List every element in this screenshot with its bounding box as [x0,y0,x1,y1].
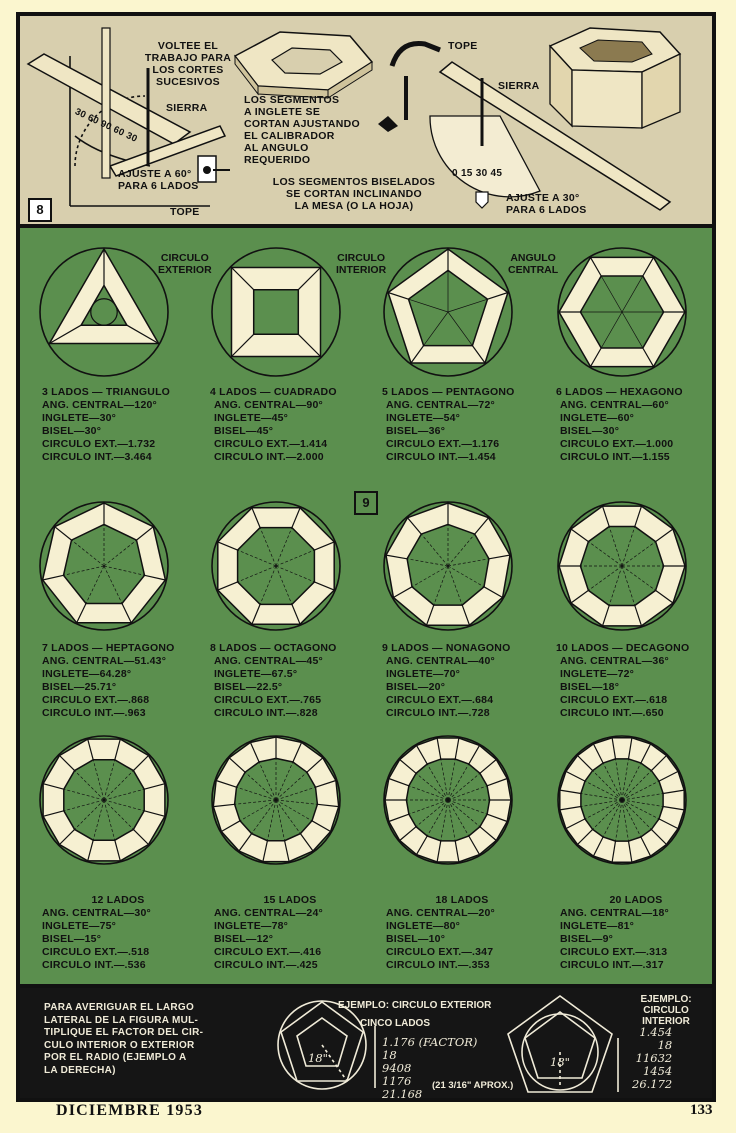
spec-line: CIRCULO INT.—3.464 [42,451,152,463]
spec-line: ANG. CENTRAL—36° [560,655,669,667]
spec-line: INGLETE—67.5° [214,668,298,680]
five-sides-label: CINCO LADOS [360,1018,430,1029]
polygon-title: 3 LADOS — TRIANGULO [42,386,171,398]
figure-9-panel [20,228,712,984]
polygon-diagram-20 [558,736,686,864]
polygon-specs [386,907,495,972]
saw-label-right: SIERRA [498,80,540,92]
polygon-specs [560,655,669,720]
outer-result: (21 3/16" APROX.) [432,1080,514,1091]
outer-radius: 18" [308,1051,328,1065]
flip-work-label: VOLTEE EL TRABAJO PARA LOS CORTES SUCESIVOS [144,40,232,88]
example-panel [20,988,712,1101]
bevel-segments-text: LOS SEGMENTOS BISELADOS SE CORTAN INCLINANDO LA MESA (O LA HOJA) [272,176,436,212]
spec-line: BISEL—36° [386,425,446,437]
spec-line: ANG. CENTRAL—40° [386,655,495,667]
polygon-title: 8 LADOS — OCTAGONO [210,642,337,654]
spec-line: CIRCULO INT.—.650 [560,707,664,719]
polygon-title: 10 LADOS — DECAGONO [556,642,690,654]
spec-line: CIRCULO EXT.—.618 [560,694,668,706]
polygon-title: 18 LADOS [435,894,489,906]
gauge-marks-right: 0 15 30 45 [452,168,503,179]
spec-line: CIRCULO EXT.—.518 [42,946,150,958]
callout-inner-circle: CIRCULO INTERIOR [336,252,387,276]
spec-line: ANG. CENTRAL—20° [386,907,495,919]
callout-central-angle: ANGULO CENTRAL [508,252,559,276]
stop-label-right: TOPE [448,40,478,52]
polygon-specs [214,655,323,720]
spec-line: CIRCULO INT.—1.454 [386,451,496,463]
spec-line: BISEL—45° [214,425,274,437]
polygon-specs [42,399,157,464]
spec-line: BISEL—12° [214,933,274,945]
spec-line: CIRCULO INT.—.828 [214,707,318,719]
spec-line: CIRCULO INT.—1.155 [560,451,670,463]
polygon-title: 20 LADOS [609,894,663,906]
spec-line: BISEL—15° [42,933,102,945]
miter-segments-text: LOS SEGMENTOS A INGLETE SE CORTAN AJUSTANDO EL CALIBRADOR AL ANGULO REQUERIDO [244,94,361,166]
spec-line: CIRCULO INT.—.536 [42,959,146,971]
polygon-title: 15 LADOS [263,894,317,906]
polygon-title: 12 LADOS [91,894,145,906]
polygon-diagram-5 [384,248,512,376]
polygon-specs [42,655,166,720]
outer-calculation: 1.176 (FACTOR) 18 9408 1176 21.168 [382,1035,478,1101]
spec-line: CIRCULO EXT.—.347 [386,946,494,958]
spec-line: INGLETE—60° [560,412,635,424]
spec-line: CIRCULO EXT.—1.732 [42,438,156,450]
issue-date: DICIEMBRE 1953 [56,1102,204,1119]
spec-line: ANG. CENTRAL—51.43° [42,655,167,667]
polygon-specs [386,655,495,720]
spec-line: ANG. CENTRAL—18° [560,907,669,919]
spec-line: ANG. CENTRAL—120° [42,399,157,411]
polygon-diagram-15 [212,736,340,864]
spec-line: INGLETE—64.28° [42,668,132,680]
spec-line: INGLETE—81° [560,920,635,932]
spec-line: CIRCULO EXT.—1.000 [560,438,674,450]
spec-line: CIRCULO INT.—.317 [560,959,664,971]
polygon-diagram-9 [384,502,512,630]
polygon-title: 6 LADOS — HEXAGONO [556,386,683,398]
saw-label-left: SIERRA [166,102,208,114]
spec-line: INGLETE—45° [214,412,289,424]
spec-line: CIRCULO INT.—.963 [42,707,146,719]
spec-line: BISEL—30° [42,425,102,437]
polygon-diagram-8 [212,502,340,630]
outer-example-title: EJEMPLO: CIRCULO EXTERIOR [338,1000,492,1011]
polygon-diagram-6 [558,248,686,376]
polygon-diagram-7 [40,502,168,630]
polygon-specs [560,399,673,464]
polygon-specs [42,907,151,972]
spec-line: INGLETE—80° [386,920,461,932]
polygon-title: 5 LADOS — PENTAGONO [382,386,515,398]
spec-line: INGLETE—72° [560,668,635,680]
polygon-diagram-10 [558,502,686,630]
spec-line: CIRCULO INT.—.728 [386,707,490,719]
spec-line: INGLETE—78° [214,920,289,932]
spec-line: BISEL—18° [560,681,620,693]
page-number: 133 [690,1102,713,1118]
spec-line: BISEL—30° [560,425,620,437]
polygon-title: 4 LADOS — CUADRADO [210,386,337,398]
stop-label-left: TOPE [170,206,200,218]
spec-line: BISEL—22.5° [214,681,283,693]
figure-number-9: 9 [354,491,378,515]
spec-line: INGLETE—54° [386,412,461,424]
spec-line: CIRCULO EXT.—.868 [42,694,150,706]
polygon-specs [560,907,669,972]
spec-line: BISEL—25.71° [42,681,117,693]
inner-example-title: EJEMPLO: CIRCULO INTERIOR [640,994,692,1027]
figure-number-8: 8 [28,198,52,222]
spec-line: ANG. CENTRAL—90° [214,399,323,411]
polygon-diagrams [20,228,712,984]
polygon-diagram-12 [40,736,168,864]
polygon-specs [214,907,323,972]
spec-line: INGLETE—75° [42,920,117,932]
inner-calculation: 1.454 18 11632 1454 26.172 [632,1025,673,1091]
spec-line: ANG. CENTRAL—30° [42,907,151,919]
polygon-diagram-3 [40,248,168,376]
polygon-specs [386,399,499,464]
instructions-text: PARA AVERIGUAR EL LARGO LATERAL DE LA FIGURA MUL- TIPLIQUE EL FACTOR DEL CIR- CULO INTERIOR O EXTERIOR POR EL RADIO (EJEMPLO A LA DERECHA) [44,1002,204,1076]
adjust-60-label: AJUSTE A 60° PARA 6 LADOS [118,168,199,192]
gauge-marks-left: 30 60 90 60 30 [73,106,140,145]
polygon-specs [214,399,327,464]
spec-line: CIRCULO INT.—.353 [386,959,490,971]
spec-line: ANG. CENTRAL—72° [386,399,495,411]
figure-8-panel [20,16,712,224]
spec-line: ANG. CENTRAL—60° [560,399,669,411]
polygon-title: 9 LADOS — NONAGONO [382,642,511,654]
spec-line: CIRCULO EXT.—.313 [560,946,668,958]
spec-line: CIRCULO EXT.—.765 [214,694,322,706]
spec-line: INGLETE—30° [42,412,117,424]
spec-line: CIRCULO INT.—.425 [214,959,318,971]
spec-line: BISEL—9° [560,933,614,945]
polygon-diagram-18 [384,736,512,864]
spec-line: CIRCULO EXT.—.416 [214,946,322,958]
spec-line: BISEL—20° [386,681,446,693]
polygon-inner [254,290,299,335]
spec-line: CIRCULO INT.—2.000 [214,451,324,463]
spec-line: ANG. CENTRAL—45° [214,655,323,667]
spec-line: ANG. CENTRAL—24° [214,907,323,919]
spec-line: CIRCULO EXT.—1.414 [214,438,328,450]
polygon-diagram-4 [212,248,340,376]
spec-line: CIRCULO EXT.—.684 [386,694,494,706]
adjust-30-label: AJUSTE A 30° PARA 6 LADOS [506,192,587,216]
spec-line: INGLETE—70° [386,668,461,680]
callout-outer-circle: CIRCULO EXTERIOR [158,252,212,276]
spec-line: CIRCULO EXT.—1.176 [386,438,500,450]
inner-radius: 18" [550,1055,570,1069]
polygon-title: 7 LADOS — HEPTAGONO [42,642,175,654]
spec-line: BISEL—10° [386,933,446,945]
